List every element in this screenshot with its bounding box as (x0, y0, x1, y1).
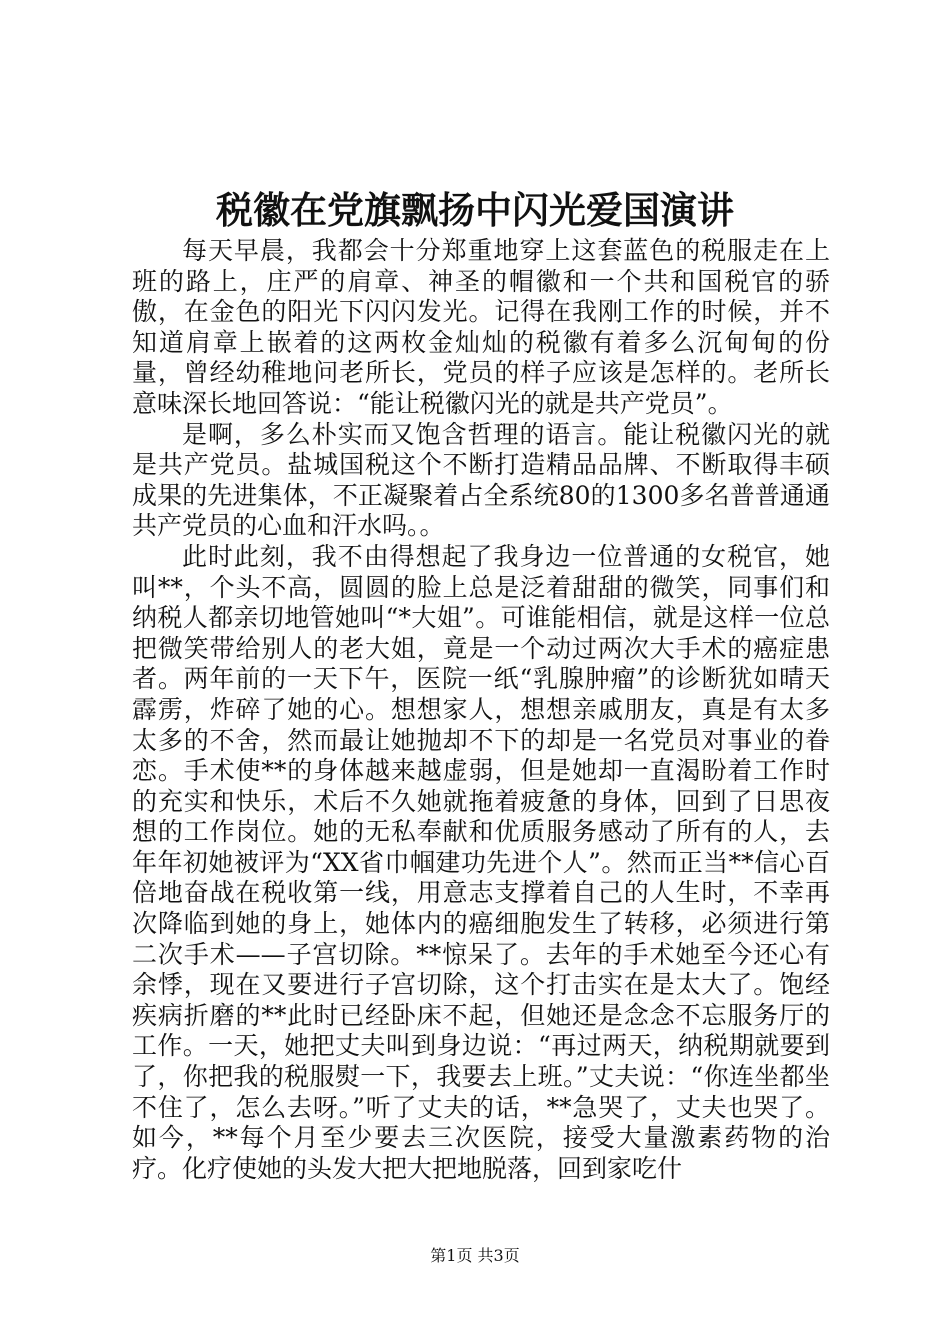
paragraph-1: 每天早晨，我都会十分郑重地穿上这套蓝色的税服走在上班的路上，庄严的肩章、神圣的帽徽和一个共和国税官的骄傲，在金色的阳光下闪闪发光。记得在我刚工作的时候，并不知道肩章上嵌着的这两枚金灿灿的税徽有着多么沉甸甸的份量，曾经幼稚地问老所长，党员的样子应该是怎样的。老所长意味深长地回答说：“能让税徽闪光的就是共产党员”。 (132, 236, 830, 418)
paragraph-2: 是啊，多么朴实而又饱含哲理的语言。能让税徽闪光的就是共产党员。盐城国税这个不断打造精品品牌、不断取得丰硕成果的先进集体，不正凝聚着占全系统80的1300多名普普通通共产党员的心血和汗水吗。。 (132, 419, 830, 541)
document-title: 税徽在党旗飘扬中闪光爱国演讲 (216, 188, 734, 232)
page-number-footer: 第1页 共3页 (430, 1246, 520, 1265)
paragraph-3: 此时此刻，我不由得想起了我身边一位普通的女税官，她叫**，个头不高，圆圆的脸上总是泛着甜甜的微笑，同事们和纳税人都亲切地管她叫“*大姐”。可谁能相信，就是这样一位总把微笑带给别人的老大姐，竟是一个动过两次大手术的癌症患者。两年前的一天下午，医院一纸“乳腺肿瘤”的诊断犹如晴天霹雳，炸碎了她的心。想想家人，想想亲戚朋友，真是有太多太多的不舍，然而最让她抛却不下的却是一名党员对事业的眷恋。手术使**的身体越来越虚弱，但是她却一直渴盼着工作时的充实和快乐，术后不久她就拖着疲惫的身体，回到了日思夜想的工作岗位。她的无私奉献和优质服务感动了所有的人，去年年初她被评为“XX省巾帼建功先进个人”。然而正当**信心百倍地奋战在税收第一线，用意志支撑着自己的人生时，不幸再次降临到她的身上，她体内的癌细胞发生了转移，必须进行第二次手术——子宫切除。**惊呆了。去年的手术她至今还心有余悸，现在又要进行子宫切除，这个打击实在是太大了。饱经疾病折磨的**此时已经卧床不起，但她还是念念不忘服务厅的工作。一天，她把丈夫叫到身边说：“再过两天，纳税期就要到了，你把我的税服熨一下，我要去上班。”丈夫说：“你连坐都坐不住了，怎么去呀。”听了丈夫的话，**急哭了，丈夫也哭了。如今，**每个月至少要去三次医院，接受大量激素药物的治疗。化疗使她的头发大把大把地脱落，回到家吃什 (132, 541, 830, 1183)
document-body (132, 236, 830, 1186)
